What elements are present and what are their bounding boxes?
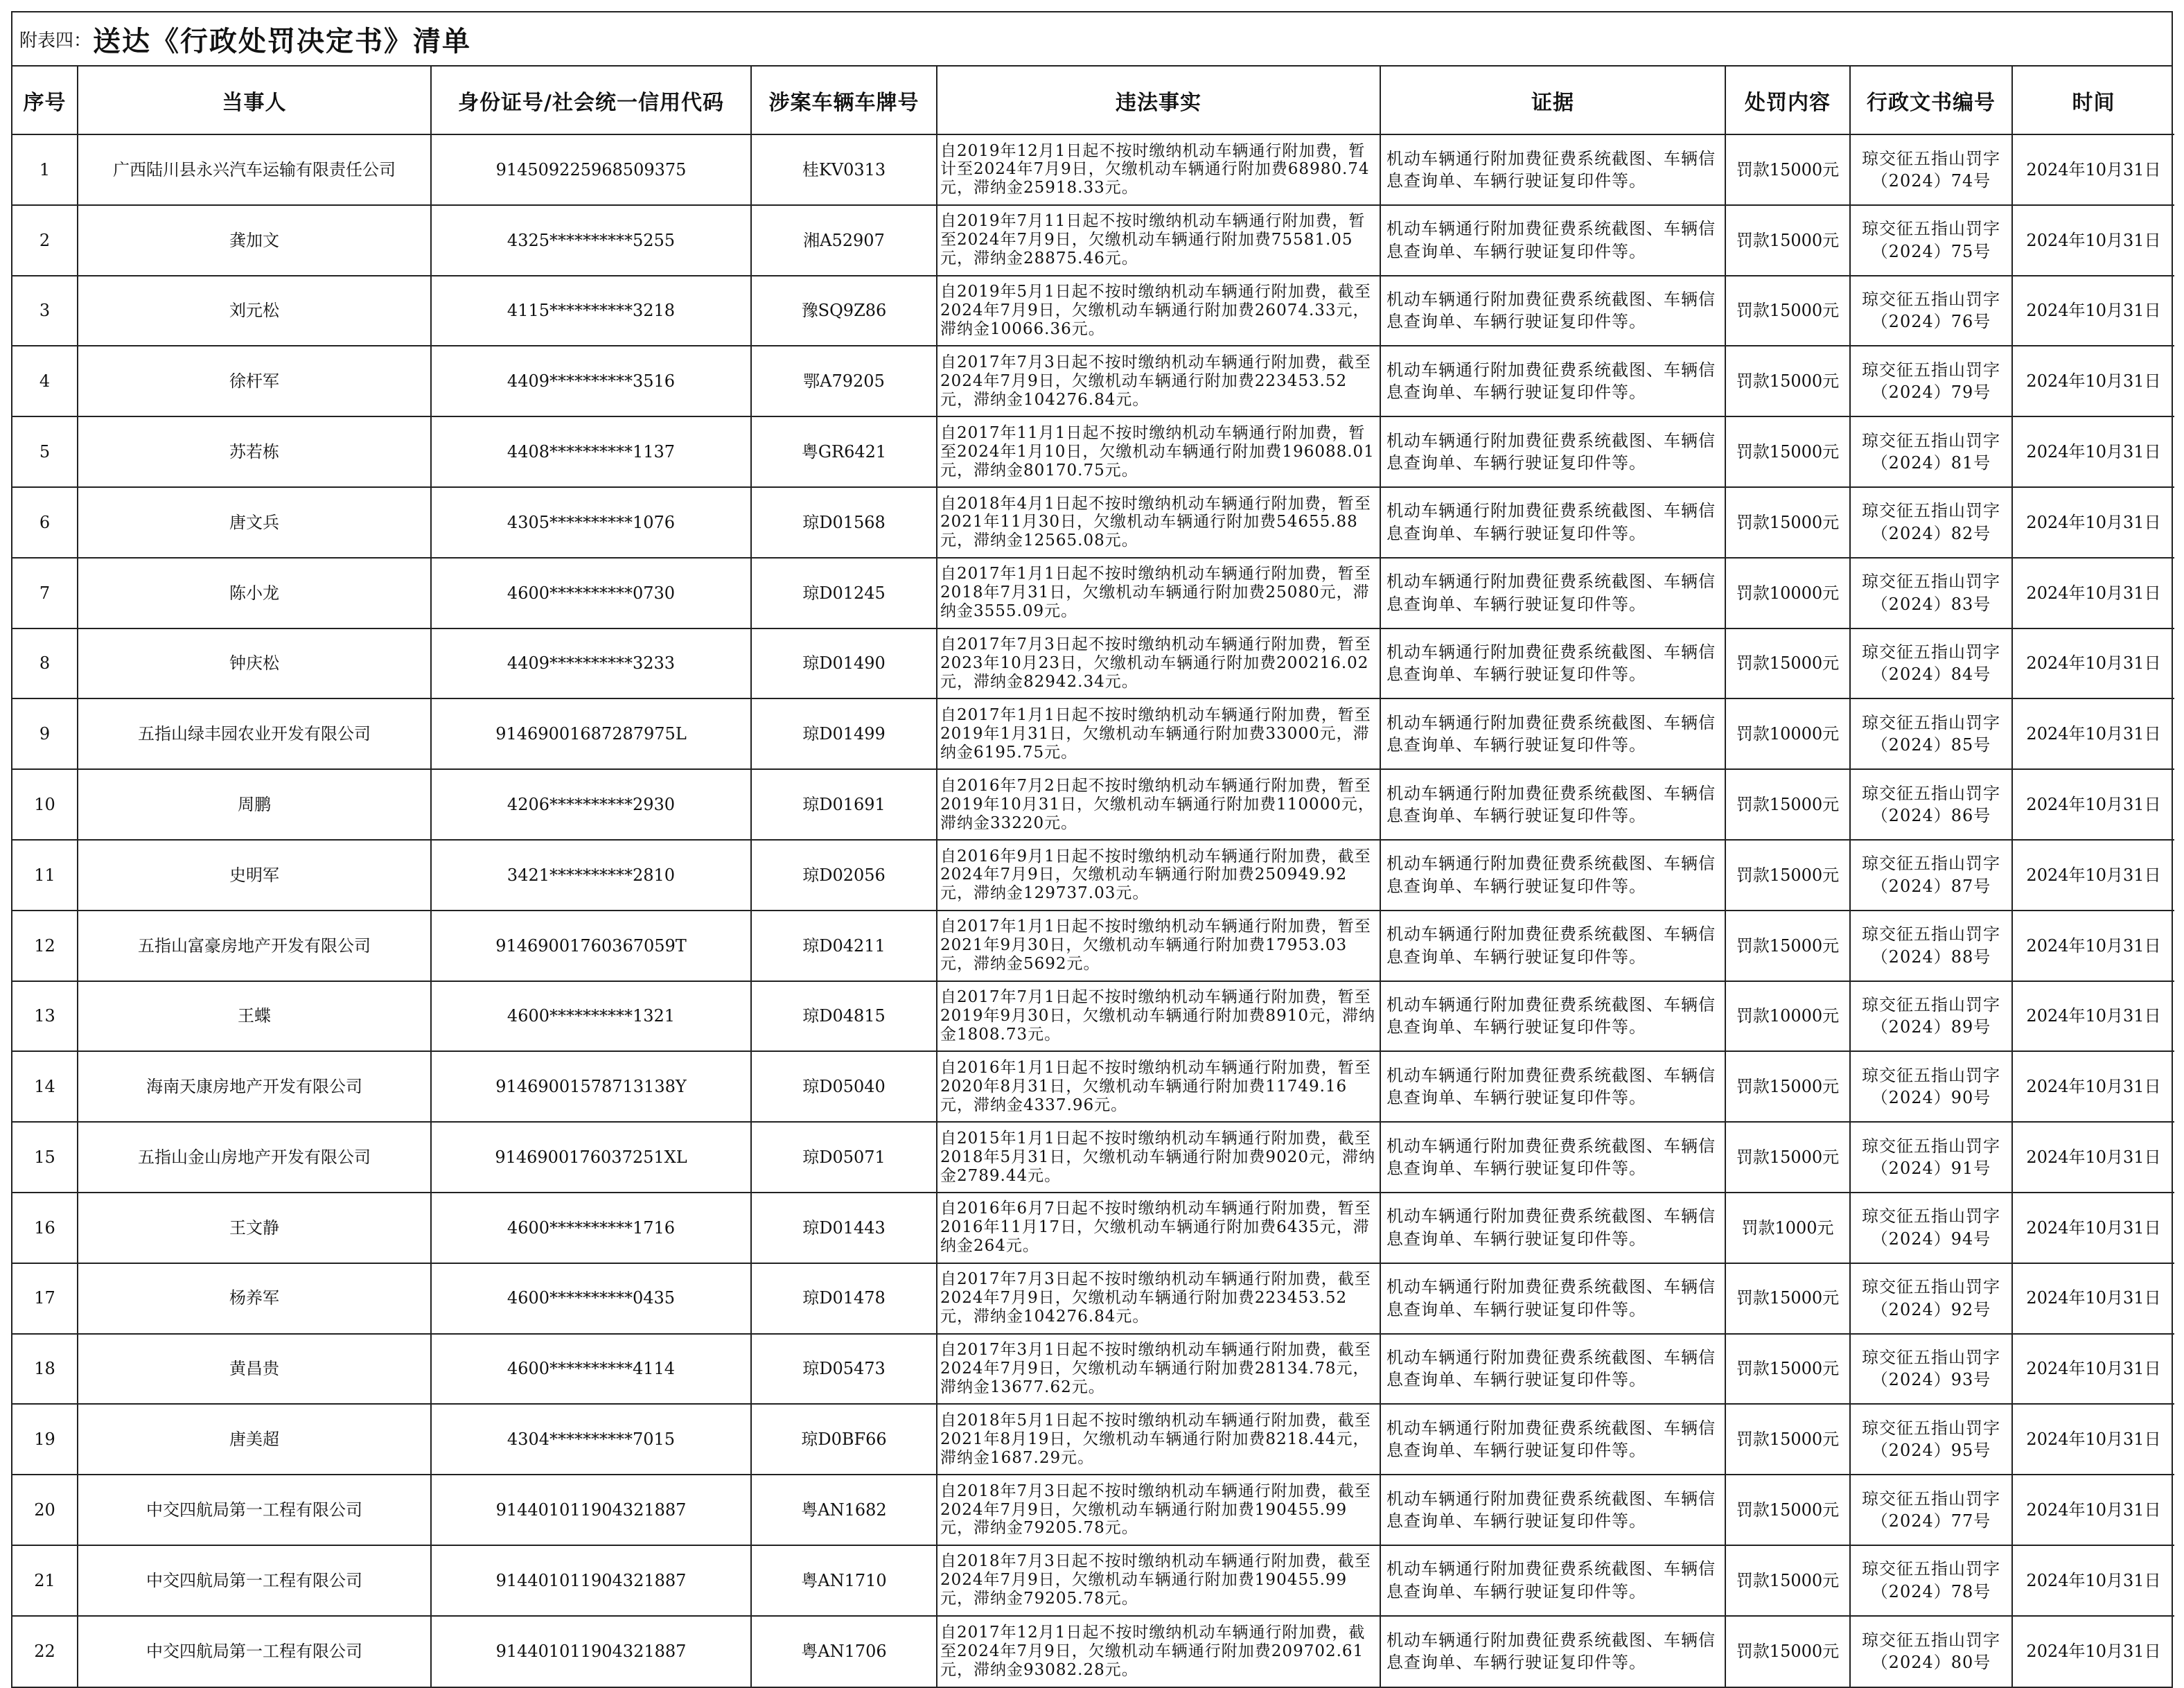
cell-plate: 琼D05040 [751, 1051, 937, 1122]
cell-plate: 桂KV0313 [751, 134, 937, 205]
cell-party: 广西陆川县永兴汽车运输有限责任公司 [78, 134, 431, 205]
cell-penalty: 罚款1000元 [1725, 1193, 1850, 1263]
cell-penalty: 罚款15000元 [1725, 487, 1850, 558]
cell-penalty: 罚款15000元 [1725, 1334, 1850, 1405]
cell-facts: 自2018年4月1日起不按时缴纳机动车辆通行附加费，暂至2021年11月30日，欠缴机动车辆通行附加费54655.88元，滞纳金12565.08元。 [937, 487, 1380, 558]
table-row [12, 840, 2174, 911]
cell-facts: 自2017年1月1日起不按时缴纳机动车辆通行附加费，暂至2021年9月30日，欠缴机动车辆通行附加费17953.03元，滞纳金5692元。 [937, 911, 1380, 981]
cell-docno: 琼交征五指山罚字（2024）84号 [1850, 628, 2012, 699]
cell-date: 2024年10月31日 [2012, 698, 2174, 769]
cell-date: 2024年10月31日 [2012, 1475, 2174, 1545]
cell-plate: 琼D05473 [751, 1334, 937, 1405]
cell-docno: 琼交征五指山罚字（2024）78号 [1850, 1545, 2012, 1616]
cell-evidence: 机动车辆通行附加费征费系统截图、车辆信息查询单、车辆行驶证复印件等。 [1380, 981, 1725, 1052]
cell-penalty: 罚款15000元 [1725, 1263, 1850, 1334]
cell-plate: 鄂A79205 [751, 346, 937, 416]
cell-date: 2024年10月31日 [2012, 628, 2174, 699]
cell-plate: 琼D02056 [751, 840, 937, 911]
cell-party: 周鹏 [78, 769, 431, 840]
cell-docno: 琼交征五指山罚字（2024）79号 [1850, 346, 2012, 416]
cell-id: 91469001687287975L [431, 698, 751, 769]
cell-facts: 自2016年1月1日起不按时缴纳机动车辆通行附加费，暂至2020年8月31日，欠缴机动车辆通行附加费11749.16元，滞纳金4337.96元。 [937, 1051, 1380, 1122]
cell-facts: 自2017年7月3日起不按时缴纳机动车辆通行附加费，截至2024年7月9日，欠缴机动车辆通行附加费223453.52元，滞纳金104276.84元。 [937, 346, 1380, 416]
cell-plate: 琼D0BF66 [751, 1404, 937, 1475]
cell-party: 中交四航局第一工程有限公司 [78, 1475, 431, 1545]
cell-date: 2024年10月31日 [2012, 1193, 2174, 1263]
header-row [12, 67, 2174, 134]
cell-docno: 琼交征五指山罚字（2024）75号 [1850, 205, 2012, 276]
col-header-party: 当事人 [78, 67, 431, 134]
cell-date: 2024年10月31日 [2012, 769, 2174, 840]
table-row [12, 1334, 2174, 1405]
cell-penalty: 罚款10000元 [1725, 698, 1850, 769]
col-header-date: 时间 [2012, 67, 2174, 134]
cell-id: 914401011904321887 [431, 1616, 751, 1687]
cell-party: 五指山绿丰园农业开发有限公司 [78, 698, 431, 769]
cell-date: 2024年10月31日 [2012, 134, 2174, 205]
cell-penalty: 罚款15000元 [1725, 1545, 1850, 1616]
table-row [12, 416, 2174, 487]
table-row [12, 276, 2174, 346]
cell-penalty: 罚款15000元 [1725, 1122, 1850, 1193]
cell-date: 2024年10月31日 [2012, 487, 2174, 558]
cell-plate: 琼D01691 [751, 769, 937, 840]
cell-id: 914401011904321887 [431, 1545, 751, 1616]
cell-facts: 自2017年12月1日起不按时缴纳机动车辆通行附加费，截至2024年7月9日，欠缴机动车辆通行附加费209702.61元，滞纳金93082.28元。 [937, 1616, 1380, 1687]
cell-id: 9146900176037251XL [431, 1122, 751, 1193]
col-header-evidence: 证据 [1380, 67, 1725, 134]
cell-no: 5 [12, 416, 78, 487]
penalty-table [12, 67, 2174, 1687]
cell-facts: 自2017年7月3日起不按时缴纳机动车辆通行附加费，暂至2023年10月23日，欠缴机动车辆通行附加费200216.02元，滞纳金82942.34元。 [937, 628, 1380, 699]
cell-no: 18 [12, 1334, 78, 1405]
cell-penalty: 罚款15000元 [1725, 1475, 1850, 1545]
cell-no: 4 [12, 346, 78, 416]
cell-id: 4600**********0435 [431, 1263, 751, 1334]
col-header-penalty: 处罚内容 [1725, 67, 1850, 134]
cell-date: 2024年10月31日 [2012, 1545, 2174, 1616]
table-row [12, 1616, 2174, 1687]
table-row [12, 487, 2174, 558]
cell-plate: 琼D01443 [751, 1193, 937, 1263]
cell-plate: 琼D01568 [751, 487, 937, 558]
cell-party: 中交四航局第一工程有限公司 [78, 1616, 431, 1687]
cell-id: 4305**********1076 [431, 487, 751, 558]
col-header-facts: 违法事实 [937, 67, 1380, 134]
cell-id: 914509225968509375 [431, 134, 751, 205]
cell-no: 15 [12, 1122, 78, 1193]
table-row [12, 346, 2174, 416]
table-body [12, 134, 2174, 1687]
cell-party: 徐杆军 [78, 346, 431, 416]
cell-party: 中交四航局第一工程有限公司 [78, 1545, 431, 1616]
cell-penalty: 罚款15000元 [1725, 1051, 1850, 1122]
cell-facts: 自2017年7月1日起不按时缴纳机动车辆通行附加费，暂至2019年9月30日，欠缴机动车辆通行附加费8910元，滞纳金1808.73元。 [937, 981, 1380, 1052]
table-row [12, 1545, 2174, 1616]
cell-party: 苏若栋 [78, 416, 431, 487]
table-row [12, 1051, 2174, 1122]
cell-id: 4206**********2930 [431, 769, 751, 840]
table-row [12, 558, 2174, 628]
cell-id: 4408**********1137 [431, 416, 751, 487]
cell-plate: 粤AN1682 [751, 1475, 937, 1545]
cell-plate: 粤AN1706 [751, 1616, 937, 1687]
cell-date: 2024年10月31日 [2012, 346, 2174, 416]
cell-no: 10 [12, 769, 78, 840]
table-row [12, 981, 2174, 1052]
cell-docno: 琼交征五指山罚字（2024）89号 [1850, 981, 2012, 1052]
table-row [12, 134, 2174, 205]
cell-facts: 自2017年1月1日起不按时缴纳机动车辆通行附加费，暂至2019年1月31日，欠缴机动车辆通行附加费33000元，滞纳金6195.75元。 [937, 698, 1380, 769]
cell-id: 4600**********0730 [431, 558, 751, 628]
cell-no: 8 [12, 628, 78, 699]
cell-date: 2024年10月31日 [2012, 981, 2174, 1052]
cell-facts: 自2017年1月1日起不按时缴纳机动车辆通行附加费，暂至2018年7月31日，欠缴机动车辆通行附加费25080元，滞纳金3555.09元。 [937, 558, 1380, 628]
table-row [12, 1193, 2174, 1263]
cell-penalty: 罚款15000元 [1725, 1404, 1850, 1475]
cell-date: 2024年10月31日 [2012, 276, 2174, 346]
cell-id: 4409**********3516 [431, 346, 751, 416]
cell-penalty: 罚款10000元 [1725, 981, 1850, 1052]
cell-date: 2024年10月31日 [2012, 1616, 2174, 1687]
cell-plate: 粤GR6421 [751, 416, 937, 487]
cell-party: 五指山金山房地产开发有限公司 [78, 1122, 431, 1193]
cell-docno: 琼交征五指山罚字（2024）76号 [1850, 276, 2012, 346]
cell-id: 91469001578713138Y [431, 1051, 751, 1122]
cell-no: 22 [12, 1616, 78, 1687]
cell-facts: 自2018年7月3日起不按时缴纳机动车辆通行附加费，截至2024年7月9日，欠缴机动车辆通行附加费190455.99元，滞纳金79205.78元。 [937, 1545, 1380, 1616]
cell-no: 19 [12, 1404, 78, 1475]
cell-evidence: 机动车辆通行附加费征费系统截图、车辆信息查询单、车辆行驶证复印件等。 [1380, 1334, 1725, 1405]
cell-evidence: 机动车辆通行附加费征费系统截图、车辆信息查询单、车辆行驶证复印件等。 [1380, 558, 1725, 628]
cell-no: 13 [12, 981, 78, 1052]
cell-docno: 琼交征五指山罚字（2024）95号 [1850, 1404, 2012, 1475]
cell-docno: 琼交征五指山罚字（2024）92号 [1850, 1263, 2012, 1334]
table-row [12, 911, 2174, 981]
cell-party: 王蝶 [78, 981, 431, 1052]
cell-no: 12 [12, 911, 78, 981]
page-title: 送达《行政处罚决定书》清单 [93, 24, 472, 58]
cell-docno: 琼交征五指山罚字（2024）82号 [1850, 487, 2012, 558]
cell-facts: 自2019年5月1日起不按时缴纳机动车辆通行附加费，截至2024年7月9日，欠缴机动车辆通行附加费26074.33元，滞纳金10066.36元。 [937, 276, 1380, 346]
cell-evidence: 机动车辆通行附加费征费系统截图、车辆信息查询单、车辆行驶证复印件等。 [1380, 840, 1725, 911]
cell-docno: 琼交征五指山罚字（2024）87号 [1850, 840, 2012, 911]
cell-penalty: 罚款15000元 [1725, 911, 1850, 981]
cell-docno: 琼交征五指山罚字（2024）94号 [1850, 1193, 2012, 1263]
col-header-id: 身份证号/社会统一信用代码 [431, 67, 751, 134]
cell-facts: 自2019年7月11日起不按时缴纳机动车辆通行附加费，暂至2024年7月9日，欠缴机动车辆通行附加费75581.05元，滞纳金28875.46元。 [937, 205, 1380, 276]
cell-evidence: 机动车辆通行附加费征费系统截图、车辆信息查询单、车辆行驶证复印件等。 [1380, 205, 1725, 276]
cell-evidence: 机动车辆通行附加费征费系统截图、车辆信息查询单、车辆行驶证复印件等。 [1380, 1122, 1725, 1193]
cell-docno: 琼交征五指山罚字（2024）74号 [1850, 134, 2012, 205]
cell-date: 2024年10月31日 [2012, 1263, 2174, 1334]
table-row [12, 1475, 2174, 1545]
title-row [12, 12, 2172, 67]
cell-date: 2024年10月31日 [2012, 1404, 2174, 1475]
cell-plate: 琼D01490 [751, 628, 937, 699]
cell-party: 唐文兵 [78, 487, 431, 558]
cell-evidence: 机动车辆通行附加费征费系统截图、车辆信息查询单、车辆行驶证复印件等。 [1380, 1051, 1725, 1122]
cell-penalty: 罚款15000元 [1725, 416, 1850, 487]
cell-date: 2024年10月31日 [2012, 1334, 2174, 1405]
table-row [12, 698, 2174, 769]
cell-no: 7 [12, 558, 78, 628]
cell-party: 刘元松 [78, 276, 431, 346]
penalty-list-sheet [11, 11, 2173, 1688]
cell-id: 3421**********2810 [431, 840, 751, 911]
cell-id: 4115**********3218 [431, 276, 751, 346]
col-header-plate: 涉案车辆车牌号 [751, 67, 937, 134]
cell-evidence: 机动车辆通行附加费征费系统截图、车辆信息查询单、车辆行驶证复印件等。 [1380, 276, 1725, 346]
cell-evidence: 机动车辆通行附加费征费系统截图、车辆信息查询单、车辆行驶证复印件等。 [1380, 1545, 1725, 1616]
cell-date: 2024年10月31日 [2012, 911, 2174, 981]
cell-date: 2024年10月31日 [2012, 205, 2174, 276]
cell-no: 3 [12, 276, 78, 346]
cell-facts: 自2016年9月1日起不按时缴纳机动车辆通行附加费，截至2024年7月9日，欠缴机动车辆通行附加费250949.92元，滞纳金129737.03元。 [937, 840, 1380, 911]
cell-date: 2024年10月31日 [2012, 1051, 2174, 1122]
cell-penalty: 罚款15000元 [1725, 769, 1850, 840]
cell-evidence: 机动车辆通行附加费征费系统截图、车辆信息查询单、车辆行驶证复印件等。 [1380, 1616, 1725, 1687]
cell-no: 6 [12, 487, 78, 558]
cell-docno: 琼交征五指山罚字（2024）83号 [1850, 558, 2012, 628]
table-row [12, 1404, 2174, 1475]
cell-docno: 琼交征五指山罚字（2024）80号 [1850, 1616, 2012, 1687]
cell-id: 4325**********5255 [431, 205, 751, 276]
table-row [12, 628, 2174, 699]
cell-evidence: 机动车辆通行附加费征费系统截图、车辆信息查询单、车辆行驶证复印件等。 [1380, 134, 1725, 205]
title-prefix: 附表四： [19, 30, 92, 51]
cell-plate: 粤AN1710 [751, 1545, 937, 1616]
table-row [12, 769, 2174, 840]
cell-no: 20 [12, 1475, 78, 1545]
cell-party: 黄昌贵 [78, 1334, 431, 1405]
cell-plate: 琼D05071 [751, 1122, 937, 1193]
cell-party: 王文静 [78, 1193, 431, 1263]
cell-facts: 自2017年7月3日起不按时缴纳机动车辆通行附加费，截至2024年7月9日，欠缴机动车辆通行附加费223453.52元，滞纳金104276.84元。 [937, 1263, 1380, 1334]
col-header-no: 序号 [12, 67, 78, 134]
cell-facts: 自2016年6月7日起不按时缴纳机动车辆通行附加费，暂至2016年11月17日，欠缴机动车辆通行附加费6435元，滞纳金264元。 [937, 1193, 1380, 1263]
cell-date: 2024年10月31日 [2012, 1122, 2174, 1193]
cell-facts: 自2018年7月3日起不按时缴纳机动车辆通行附加费，截至2024年7月9日，欠缴机动车辆通行附加费190455.99元，滞纳金79205.78元。 [937, 1475, 1380, 1545]
cell-party: 史明军 [78, 840, 431, 911]
cell-party: 唐美超 [78, 1404, 431, 1475]
cell-docno: 琼交征五指山罚字（2024）77号 [1850, 1475, 2012, 1545]
cell-penalty: 罚款15000元 [1725, 205, 1850, 276]
cell-no: 9 [12, 698, 78, 769]
cell-penalty: 罚款15000元 [1725, 346, 1850, 416]
cell-facts: 自2015年1月1日起不按时缴纳机动车辆通行附加费，截至2018年5月31日，欠缴机动车辆通行附加费9020元，滞纳金2789.44元。 [937, 1122, 1380, 1193]
cell-no: 11 [12, 840, 78, 911]
cell-id: 4600**********1321 [431, 981, 751, 1052]
cell-evidence: 机动车辆通行附加费征费系统截图、车辆信息查询单、车辆行驶证复印件等。 [1380, 487, 1725, 558]
cell-id: 4600**********1716 [431, 1193, 751, 1263]
cell-no: 21 [12, 1545, 78, 1616]
cell-docno: 琼交征五指山罚字（2024）85号 [1850, 698, 2012, 769]
cell-plate: 琼D01478 [751, 1263, 937, 1334]
cell-plate: 琼D01499 [751, 698, 937, 769]
cell-party: 陈小龙 [78, 558, 431, 628]
table-row [12, 205, 2174, 276]
cell-docno: 琼交征五指山罚字（2024）88号 [1850, 911, 2012, 981]
cell-penalty: 罚款15000元 [1725, 134, 1850, 205]
cell-facts: 自2016年7月2日起不按时缴纳机动车辆通行附加费，暂至2019年10月31日，欠缴机动车辆通行附加费110000元，滞纳金33220元。 [937, 769, 1380, 840]
cell-evidence: 机动车辆通行附加费征费系统截图、车辆信息查询单、车辆行驶证复印件等。 [1380, 416, 1725, 487]
cell-evidence: 机动车辆通行附加费征费系统截图、车辆信息查询单、车辆行驶证复印件等。 [1380, 1404, 1725, 1475]
cell-id: 91469001760367059T [431, 911, 751, 981]
cell-plate: 豫SQ9Z86 [751, 276, 937, 346]
cell-facts: 自2017年3月1日起不按时缴纳机动车辆通行附加费，截至2024年7月9日，欠缴机动车辆通行附加费28134.78元，滞纳金13677.62元。 [937, 1334, 1380, 1405]
cell-no: 16 [12, 1193, 78, 1263]
cell-penalty: 罚款15000元 [1725, 276, 1850, 346]
cell-no: 17 [12, 1263, 78, 1334]
cell-party: 五指山富豪房地产开发有限公司 [78, 911, 431, 981]
cell-party: 龚加文 [78, 205, 431, 276]
cell-penalty: 罚款15000元 [1725, 628, 1850, 699]
cell-plate: 琼D04211 [751, 911, 937, 981]
cell-evidence: 机动车辆通行附加费征费系统截图、车辆信息查询单、车辆行驶证复印件等。 [1380, 1193, 1725, 1263]
cell-facts: 自2018年5月1日起不按时缴纳机动车辆通行附加费，截至2021年8月19日，欠缴机动车辆通行附加费8218.44元，滞纳金1687.29元。 [937, 1404, 1380, 1475]
cell-penalty: 罚款10000元 [1725, 558, 1850, 628]
cell-facts: 自2017年11月1日起不按时缴纳机动车辆通行附加费，暂至2024年1月10日，欠缴机动车辆通行附加费196088.01元，滞纳金80170.75元。 [937, 416, 1380, 487]
table-row [12, 1122, 2174, 1193]
cell-evidence: 机动车辆通行附加费征费系统截图、车辆信息查询单、车辆行驶证复印件等。 [1380, 1475, 1725, 1545]
cell-id: 4600**********4114 [431, 1334, 751, 1405]
cell-evidence: 机动车辆通行附加费征费系统截图、车辆信息查询单、车辆行驶证复印件等。 [1380, 1263, 1725, 1334]
cell-plate: 琼D04815 [751, 981, 937, 1052]
cell-facts: 自2019年12月1日起不按时缴纳机动车辆通行附加费，暂计至2024年7月9日，欠缴机动车辆通行附加费68980.74元，滞纳金25918.33元。 [937, 134, 1380, 205]
cell-date: 2024年10月31日 [2012, 558, 2174, 628]
cell-plate: 琼D01245 [751, 558, 937, 628]
cell-docno: 琼交征五指山罚字（2024）93号 [1850, 1334, 2012, 1405]
cell-docno: 琼交征五指山罚字（2024）86号 [1850, 769, 2012, 840]
cell-docno: 琼交征五指山罚字（2024）90号 [1850, 1051, 2012, 1122]
cell-docno: 琼交征五指山罚字（2024）81号 [1850, 416, 2012, 487]
cell-evidence: 机动车辆通行附加费征费系统截图、车辆信息查询单、车辆行驶证复印件等。 [1380, 346, 1725, 416]
table-row [12, 1263, 2174, 1334]
cell-date: 2024年10月31日 [2012, 840, 2174, 911]
col-header-docno: 行政文书编号 [1850, 67, 2012, 134]
cell-id: 914401011904321887 [431, 1475, 751, 1545]
cell-penalty: 罚款15000元 [1725, 840, 1850, 911]
cell-party: 海南天康房地产开发有限公司 [78, 1051, 431, 1122]
cell-no: 14 [12, 1051, 78, 1122]
cell-plate: 湘A52907 [751, 205, 937, 276]
cell-penalty: 罚款15000元 [1725, 1616, 1850, 1687]
cell-id: 4409**********3233 [431, 628, 751, 699]
cell-evidence: 机动车辆通行附加费征费系统截图、车辆信息查询单、车辆行驶证复印件等。 [1380, 911, 1725, 981]
cell-evidence: 机动车辆通行附加费征费系统截图、车辆信息查询单、车辆行驶证复印件等。 [1380, 628, 1725, 699]
cell-party: 杨养军 [78, 1263, 431, 1334]
cell-id: 4304**********7015 [431, 1404, 751, 1475]
cell-no: 2 [12, 205, 78, 276]
cell-no: 1 [12, 134, 78, 205]
cell-party: 钟庆松 [78, 628, 431, 699]
cell-docno: 琼交征五指山罚字（2024）91号 [1850, 1122, 2012, 1193]
cell-evidence: 机动车辆通行附加费征费系统截图、车辆信息查询单、车辆行驶证复印件等。 [1380, 698, 1725, 769]
cell-date: 2024年10月31日 [2012, 416, 2174, 487]
cell-evidence: 机动车辆通行附加费征费系统截图、车辆信息查询单、车辆行驶证复印件等。 [1380, 769, 1725, 840]
